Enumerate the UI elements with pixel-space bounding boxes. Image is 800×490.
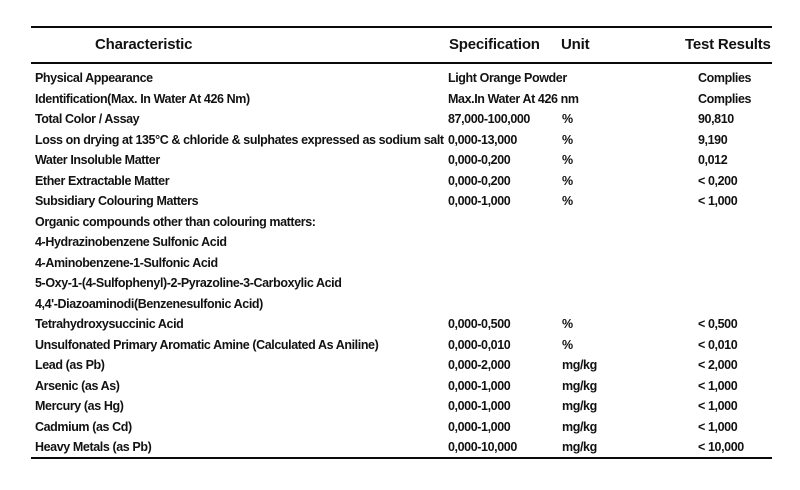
- cell-characteristic: Loss on drying at 135°C & chloride & sulphates expressed as sodium salt: [35, 132, 444, 147]
- cell-characteristic: Unsulfonated Primary Aromatic Amine (Calculated As Aniline): [35, 337, 379, 352]
- cell-characteristic: Total Color / Assay: [35, 112, 140, 126]
- cell-test-result: [698, 232, 800, 253]
- cell-test-result: [698, 273, 800, 294]
- table-row: [0, 150, 800, 171]
- cell-test-result: [698, 253, 800, 274]
- cell-unit: [562, 232, 698, 253]
- table-row: [0, 335, 800, 356]
- table-row: [0, 89, 800, 110]
- cell-specification: Light Orange Powder: [448, 71, 567, 85]
- table-top-rule: [31, 26, 772, 28]
- table-row: [0, 171, 800, 192]
- table-row: [0, 253, 800, 274]
- table-row: [0, 273, 800, 294]
- cell-unit: mg/kg: [562, 419, 597, 434]
- cell-characteristic: Tetrahydroxysuccinic Acid: [35, 317, 184, 331]
- cell-specification: [448, 232, 562, 253]
- cell-unit: %: [562, 153, 573, 167]
- cell-unit: [562, 273, 698, 294]
- column-header-unit: Unit: [561, 36, 590, 53]
- cell-test-result: < 0,200: [698, 173, 738, 188]
- table-row: [0, 68, 800, 89]
- cell-characteristic: Organic compounds other than colouring matters:: [35, 214, 316, 229]
- cell-specification: 0,000-1,000: [448, 399, 511, 413]
- cell-test-result: < 2,000: [698, 358, 738, 372]
- cell-specification: 0,000-0,200: [448, 173, 511, 188]
- cell-specification: 0,000-0,010: [448, 337, 511, 352]
- cell-specification: 0,000-1,000: [448, 378, 511, 393]
- cell-unit: mg/kg: [562, 399, 597, 413]
- cell-characteristic: Mercury (as Hg): [35, 399, 124, 413]
- cell-characteristic: Identification(Max. In Water At 426 Nm): [35, 91, 250, 106]
- table-bottom-rule: [31, 457, 772, 459]
- cell-specification: 0,000-1,000: [448, 194, 511, 208]
- cell-characteristic: Heavy Metals (as Pb): [35, 440, 152, 454]
- cell-unit: %: [562, 132, 573, 147]
- cell-unit: %: [562, 337, 573, 352]
- cell-characteristic: Cadmium (as Cd): [35, 419, 132, 434]
- cell-unit: [562, 68, 698, 89]
- cell-test-result: < 0,500: [698, 317, 738, 331]
- table-row: [0, 212, 800, 233]
- table-row: [0, 191, 800, 212]
- cell-unit: [562, 253, 698, 274]
- table-row: [0, 437, 800, 458]
- cell-unit: %: [562, 194, 573, 208]
- table-row: [0, 294, 800, 315]
- cell-test-result: Complies: [698, 71, 752, 85]
- table-row: [0, 355, 800, 376]
- cell-test-result: < 1,000: [698, 378, 738, 393]
- table-header-row: [0, 36, 800, 58]
- cell-unit: %: [562, 112, 573, 126]
- cell-characteristic: 4,4'-Diazoaminodi(Benzenesulfonic Acid): [35, 296, 263, 311]
- table-row: [0, 130, 800, 151]
- cell-specification: 0,000-2,000: [448, 358, 511, 372]
- cell-unit: %: [562, 173, 573, 188]
- column-header-test-results: Test Results: [685, 36, 771, 53]
- table-row: [0, 109, 800, 130]
- cell-specification: 0,000-10,000: [448, 440, 517, 454]
- cell-unit: mg/kg: [562, 440, 597, 454]
- cell-characteristic: Physical Appearance: [35, 71, 153, 85]
- cell-test-result: 9,190: [698, 132, 728, 147]
- cell-characteristic: Subsidiary Colouring Matters: [35, 194, 199, 208]
- column-header-specification: Specification: [449, 36, 540, 53]
- table-row: [0, 396, 800, 417]
- table-row: [0, 376, 800, 397]
- cell-characteristic: 4-Aminobenzene-1-Sulfonic Acid: [35, 255, 218, 270]
- cell-specification: [448, 212, 562, 233]
- cell-test-result: 0,012: [698, 153, 728, 167]
- cell-unit: [562, 89, 698, 110]
- cell-unit: [562, 212, 698, 233]
- cell-specification: 0,000-13,000: [448, 132, 517, 147]
- table-body: [0, 68, 800, 458]
- cell-test-result: [698, 212, 800, 233]
- cell-test-result: 90,810: [698, 112, 734, 126]
- column-header-characteristic: Characteristic: [95, 36, 193, 53]
- cell-specification: 0,000-0,500: [448, 317, 511, 331]
- cell-specification: [448, 273, 562, 294]
- cell-specification: 0,000-1,000: [448, 419, 511, 434]
- table-row: [0, 417, 800, 438]
- cell-characteristic: 4-Hydrazinobenzene Sulfonic Acid: [35, 235, 227, 249]
- cell-unit: %: [562, 317, 573, 331]
- cell-test-result: < 1,000: [698, 419, 738, 434]
- cell-characteristic: Lead (as Pb): [35, 358, 105, 372]
- table-header-rule: [31, 62, 772, 64]
- cell-test-result: [698, 294, 800, 315]
- cell-specification: 87,000-100,000: [448, 112, 530, 126]
- cell-test-result: < 10,000: [698, 440, 744, 454]
- cell-specification: [448, 253, 562, 274]
- cell-test-result: < 0,010: [698, 337, 738, 352]
- cell-characteristic: Water Insoluble Matter: [35, 153, 160, 167]
- table-row: [0, 314, 800, 335]
- cell-test-result: < 1,000: [698, 399, 738, 413]
- cell-characteristic: Arsenic (as As): [35, 378, 120, 393]
- cell-specification: [448, 294, 562, 315]
- cell-unit: mg/kg: [562, 358, 597, 372]
- cell-specification: Max.In Water At 426 nm: [448, 91, 579, 106]
- cell-characteristic: Ether Extractable Matter: [35, 173, 170, 188]
- cell-unit: [562, 294, 698, 315]
- table-row: [0, 232, 800, 253]
- cell-test-result: < 1,000: [698, 194, 738, 208]
- cell-test-result: Complies: [698, 91, 752, 106]
- cell-unit: mg/kg: [562, 378, 597, 393]
- cell-specification: 0,000-0,200: [448, 153, 511, 167]
- cell-characteristic: 5-Oxy-1-(4-Sulfophenyl)-2-Pyrazoline-3-Carboxylic Acid: [35, 276, 342, 290]
